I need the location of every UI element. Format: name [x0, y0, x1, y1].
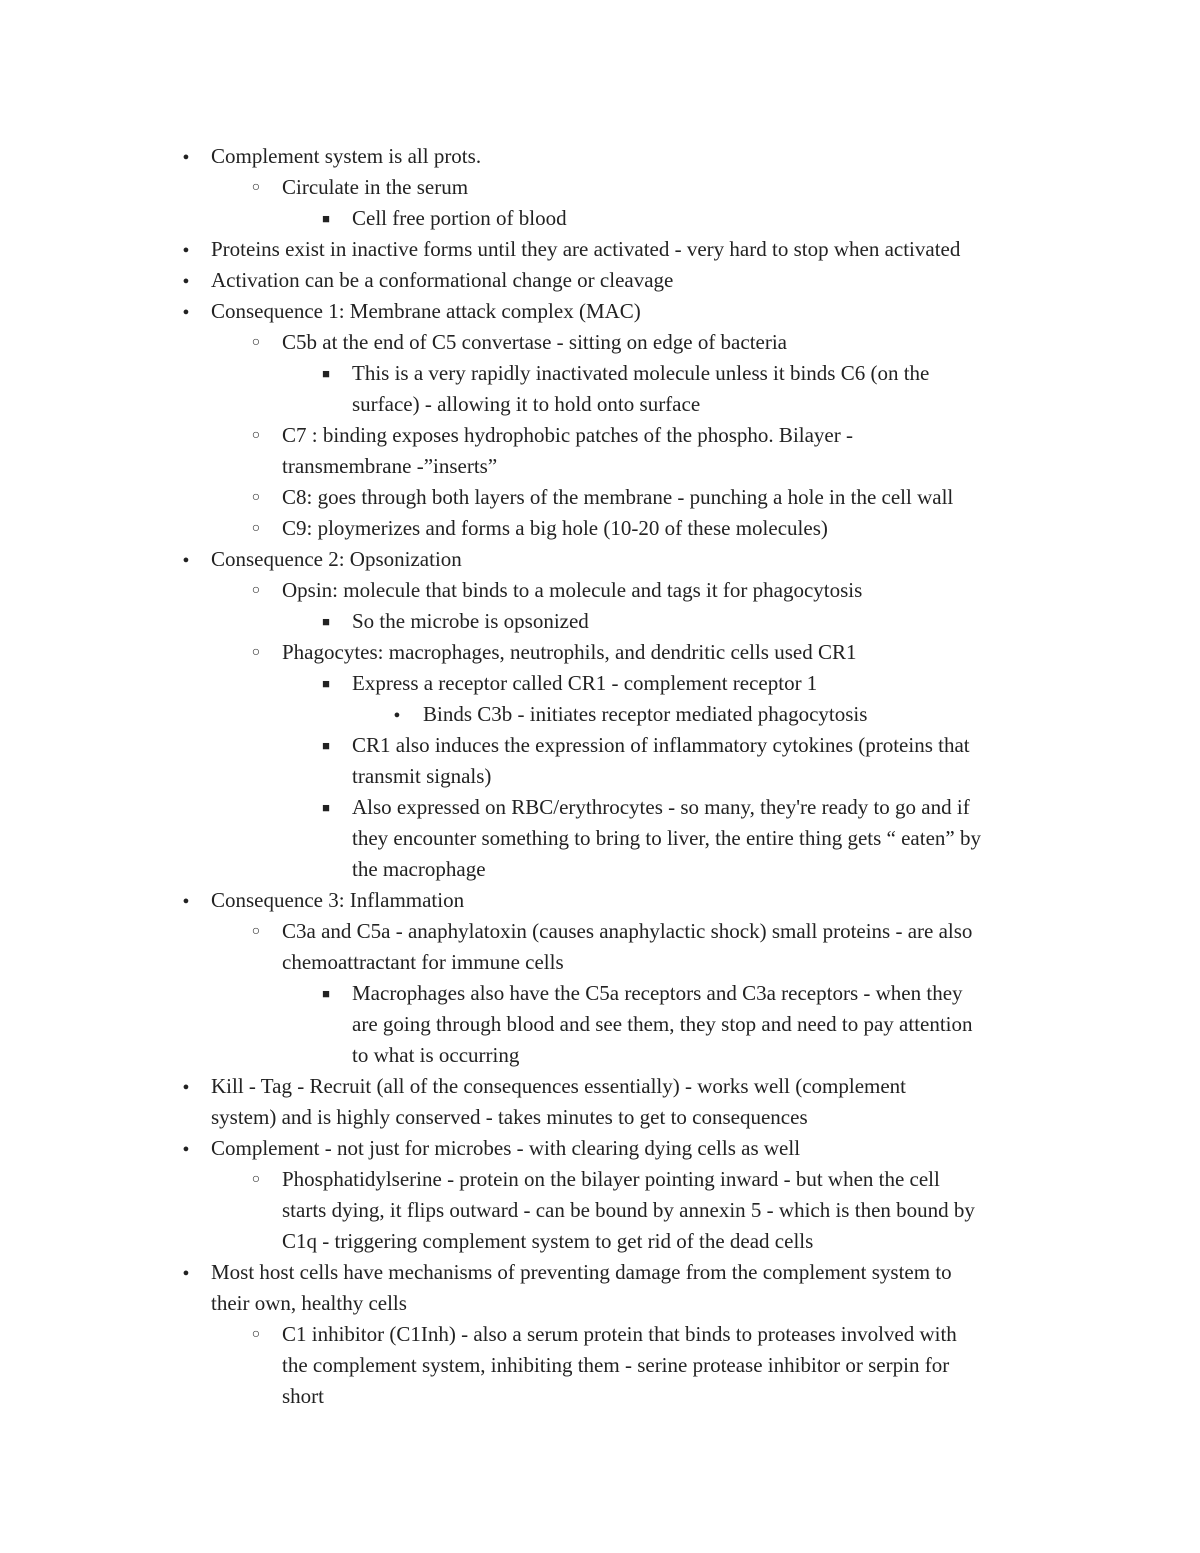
note-line-level-3	[0, 606, 1200, 637]
notes-page	[0, 141, 1200, 1412]
bullet-square-icon	[316, 606, 336, 638]
note-text: C5b at the end of C5 convertase - sitting on edge of bacteria	[282, 330, 788, 354]
bullet-square-icon	[316, 792, 336, 824]
note-line-level-2	[0, 420, 1200, 451]
bullet-disc-icon	[176, 1133, 196, 1165]
note-line-level-1	[0, 1102, 1200, 1133]
note-text: system) and is highly conserved - takes minutes to get to consequences	[211, 1105, 808, 1129]
note-line-level-3	[0, 792, 1200, 823]
note-line-level-2	[0, 947, 1200, 978]
bullet-circle-icon	[246, 1319, 266, 1350]
note-line-level-3	[0, 1009, 1200, 1040]
bullet-disc-icon	[176, 885, 196, 917]
note-text: Opsin: molecule that binds to a molecule and tags it for phagocytosis	[282, 578, 863, 602]
note-text: Activation can be a conformational change or cleavage	[211, 268, 674, 292]
note-text: transmembrane -”inserts”	[282, 454, 498, 478]
note-text: Consequence 2: Opsonization	[211, 547, 462, 571]
note-text: Consequence 3: Inflammation	[211, 888, 465, 912]
bullet-disc-icon	[176, 544, 196, 576]
bullet-disc-icon	[176, 141, 196, 173]
note-line-level-3	[0, 1040, 1200, 1071]
note-text: C3a and C5a - anaphylatoxin (causes anaphylactic shock) small proteins - are also	[282, 919, 973, 943]
note-text: Phagocytes: macrophages, neutrophils, and dendritic cells used CR1	[282, 640, 857, 664]
note-line-level-1	[0, 1257, 1200, 1288]
note-text: the macrophage	[352, 857, 486, 881]
bullet-disc-icon	[176, 265, 196, 297]
note-line-level-3	[0, 761, 1200, 792]
note-text: C9: ploymerizes and forms a big hole (10-20 of these molecules)	[282, 516, 828, 540]
bullet-circle-icon	[246, 1164, 266, 1195]
note-text: Also expressed on RBC/erythrocytes - so many, they're ready to go and if	[352, 795, 970, 819]
note-text: C8: goes through both layers of the membrane - punching a hole in the cell wall	[282, 485, 954, 509]
note-text: surface) - allowing it to hold onto surface	[352, 392, 701, 416]
bullet-circle-icon	[246, 513, 266, 544]
note-line-level-1	[0, 1071, 1200, 1102]
note-text: the complement system, inhibiting them - serine protease inhibitor or serpin for	[282, 1353, 950, 1377]
note-line-level-2	[0, 1195, 1200, 1226]
note-line-level-1	[0, 265, 1200, 296]
bullet-square-icon	[316, 730, 336, 762]
note-text: Most host cells have mechanisms of preventing damage from the complement system to	[211, 1260, 952, 1284]
note-line-level-2	[0, 482, 1200, 513]
note-text: Proteins exist in inactive forms until they are activated - very hard to stop when activated	[211, 237, 961, 261]
note-line-level-2	[0, 637, 1200, 668]
bullet-circle-icon	[246, 916, 266, 947]
note-line-level-1	[0, 1288, 1200, 1319]
bullet-disc-icon	[176, 1257, 196, 1289]
note-line-level-3	[0, 854, 1200, 885]
bullet-disc-icon	[176, 1071, 196, 1103]
note-line-level-2	[0, 513, 1200, 544]
note-text: Complement - not just for microbes - with clearing dying cells as well	[211, 1136, 801, 1160]
note-line-level-2	[0, 451, 1200, 482]
note-text: C1 inhibitor (C1Inh) - also a serum protein that binds to proteases involved with	[282, 1322, 957, 1346]
note-line-level-1	[0, 296, 1200, 327]
note-text: starts dying, it flips outward - can be bound by annexin 5 - which is then bound by	[282, 1198, 975, 1222]
note-text: their own, healthy cells	[211, 1291, 407, 1315]
note-line-level-3	[0, 730, 1200, 761]
note-line-level-2	[0, 1164, 1200, 1195]
bullet-circle-icon	[246, 575, 266, 606]
note-line-level-3	[0, 203, 1200, 234]
bullet-disc-icon	[176, 296, 196, 328]
note-text: Express a receptor called CR1 - complement receptor 1	[352, 671, 818, 695]
note-text: This is a very rapidly inactivated molecule unless it binds C6 (on the	[352, 361, 930, 385]
note-text: Complement system is all prots.	[211, 144, 482, 168]
note-line-level-2	[0, 1319, 1200, 1350]
bullet-square-icon	[316, 203, 336, 235]
note-text: they encounter something to bring to liver, the entire thing gets “ eaten” by	[352, 826, 981, 850]
note-line-level-1	[0, 1133, 1200, 1164]
note-text: short	[282, 1384, 324, 1408]
note-line-level-3	[0, 978, 1200, 1009]
bullet-circle-icon	[246, 637, 266, 668]
bullet-circle-icon	[246, 172, 266, 203]
note-text: Macrophages also have the C5a receptors and C3a receptors - when they	[352, 981, 963, 1005]
note-line-level-3	[0, 358, 1200, 389]
note-line-level-2	[0, 1226, 1200, 1257]
note-line-level-1	[0, 544, 1200, 575]
note-line-level-2	[0, 1381, 1200, 1412]
bullet-square-icon	[316, 358, 336, 390]
bullet-circle-icon	[246, 420, 266, 451]
note-line-level-2	[0, 327, 1200, 358]
note-line-level-2	[0, 1350, 1200, 1381]
note-text: Circulate in the serum	[282, 175, 469, 199]
note-text: Consequence 1: Membrane attack complex (MAC)	[211, 299, 641, 323]
note-text: C7 : binding exposes hydrophobic patches of the phospho. Bilayer -	[282, 423, 853, 447]
note-text: C1q - triggering complement system to get rid of the dead cells	[282, 1229, 814, 1253]
note-line-level-2	[0, 916, 1200, 947]
note-line-level-2	[0, 172, 1200, 203]
note-line-level-3	[0, 389, 1200, 420]
note-line-level-2	[0, 575, 1200, 606]
note-text: are going through blood and see them, they stop and need to pay attention	[352, 1012, 973, 1036]
note-text: Binds C3b - initiates receptor mediated phagocytosis	[423, 702, 868, 726]
bullet-disc-icon	[387, 699, 407, 731]
bullet-circle-icon	[246, 482, 266, 513]
note-text: Phosphatidylserine - protein on the bilayer pointing inward - but when the cell	[282, 1167, 940, 1191]
note-line-level-4	[0, 699, 1200, 730]
bullet-square-icon	[316, 978, 336, 1010]
bullet-square-icon	[316, 668, 336, 700]
note-text: transmit signals)	[352, 764, 492, 788]
note-text: to what is occurring	[352, 1043, 520, 1067]
note-line-level-3	[0, 823, 1200, 854]
note-line-level-1	[0, 885, 1200, 916]
bullet-circle-icon	[246, 327, 266, 358]
note-line-level-1	[0, 141, 1200, 172]
note-line-level-3	[0, 668, 1200, 699]
note-text: Cell free portion of blood	[352, 206, 567, 230]
note-text: CR1 also induces the expression of inflammatory cytokines (proteins that	[352, 733, 970, 757]
note-text: So the microbe is opsonized	[352, 609, 589, 633]
note-line-level-1	[0, 234, 1200, 265]
note-text: chemoattractant for immune cells	[282, 950, 564, 974]
bullet-disc-icon	[176, 234, 196, 266]
note-text: Kill - Tag - Recruit (all of the consequences essentially) - works well (complement	[211, 1074, 907, 1098]
